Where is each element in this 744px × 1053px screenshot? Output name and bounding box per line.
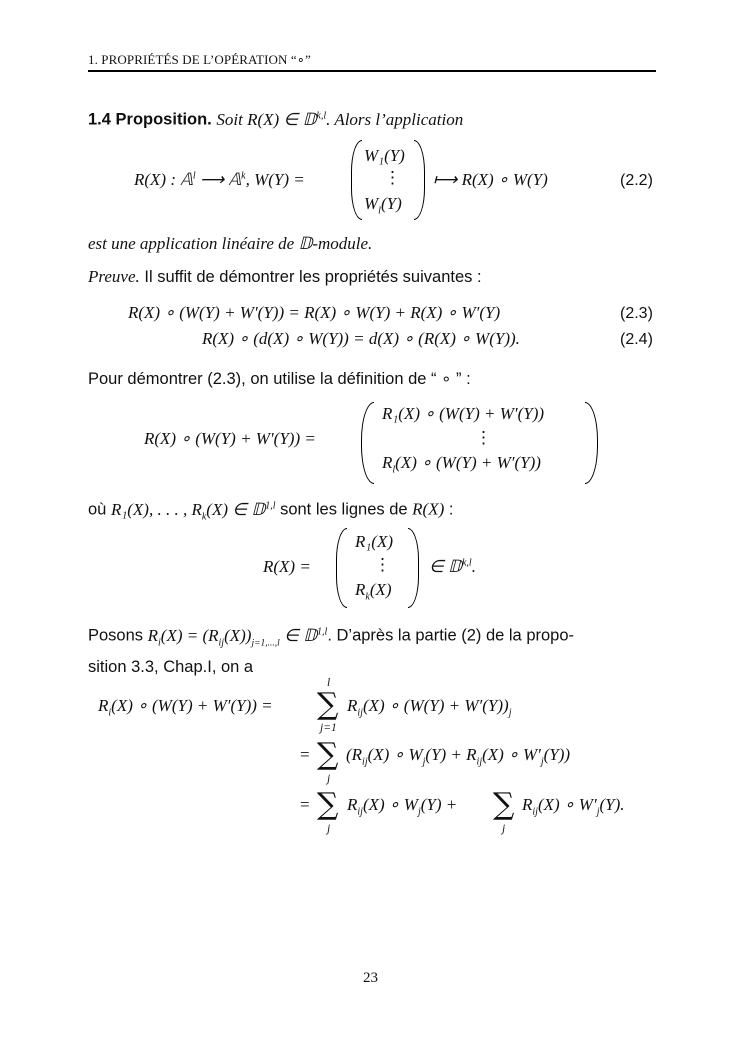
eq22-vec-top: W₁(Y) [364, 146, 405, 165]
eq24-number: (2.4) [620, 331, 653, 348]
sum3a-lower: j [327, 823, 331, 835]
eq22-vec-bottom: $W_l(Y)$ [364, 194, 402, 217]
def-left-paren [361, 402, 374, 484]
header-rule [88, 70, 656, 72]
eq22-left-paren [351, 140, 362, 220]
eq24: R(X) ∘ (d(X) ∘ W(Y)) = d(X) ∘ (R(X) ∘ W(Y)). [202, 329, 520, 348]
rows-sentence: où R₁(X), . . . , $R_k(X)$ ∈ 𝔻$^{1,l}$ sont les lignes de R(X) : [88, 499, 454, 523]
sum3b-lower: j [502, 823, 506, 835]
rx-lhs: R(X) = [263, 557, 311, 576]
proposition-label: 1.4 Proposition. [88, 110, 212, 129]
rx-dots: ⋮ [374, 555, 391, 574]
def-row-1: R₁(X) ∘ (W(Y) + W′(Y)) [382, 404, 545, 423]
eq23: R(X) ∘ (W(Y) + W′(Y)) = R(X) ∘ W(Y) + R(X) ∘ W′(Y) [128, 303, 501, 322]
rx-membership: ∈ 𝔻$^{k,l}$. [429, 557, 476, 576]
def-lhs: R(X) ∘ (W(Y) + W′(Y)) = [144, 429, 316, 448]
page-number: 23 [363, 970, 378, 986]
eq22-number: (2.2) [620, 172, 653, 189]
def-dots: ⋮ [475, 428, 492, 447]
proposition-text: Soit R(X) ∈ 𝔻$^{k,l}$. Alors l’application [216, 109, 464, 129]
def-row-l: $R_l(X)$ ∘ (W(Y) + W′(Y)) [382, 453, 541, 476]
sum1-lower: j=1 [320, 722, 337, 734]
derivation-line1-rhs: $R_{ij}(X)$ ∘ $(W(Y) + W'(Y))_j$ [347, 696, 512, 719]
def-right-paren [585, 402, 598, 484]
rx-left-paren [336, 528, 347, 608]
eq22-image: ⟼ R(X) ∘ W(Y) [433, 170, 548, 189]
eq22-right-paren [414, 140, 425, 220]
sum3a-sign: ∑ [317, 787, 339, 822]
rx-right-paren [408, 528, 419, 608]
eq23-number: (2.3) [620, 305, 653, 322]
sum3b-sign: ∑ [493, 787, 515, 822]
derivation-line3-rhs-b: $R_{ij}(X)$ ∘ $W'_j(Y)$. [522, 795, 625, 818]
sum1-upper: l [327, 677, 331, 689]
derivation-line1-lhs: $R_i(X)$ ∘ (W(Y) + W′(Y)) = [98, 696, 273, 719]
proof-intro: Preuve. Il suffit de démontrer les propriétés suivantes : [88, 267, 482, 286]
derivation-line2-eq: = [300, 745, 310, 764]
sum1-sign: ∑ [317, 687, 339, 722]
sum2-sign: ∑ [317, 737, 339, 772]
derivation-line3-eq: = [300, 795, 310, 814]
derivation-line2-rhs: ($R_{ij}(X)$ ∘ $W_j(Y) + R_{ij}(X)$ ∘ $W'_j(Y)$) [346, 745, 571, 768]
definition-intro: Pour démontrer (2.3), on utilise la définition de “ ∘ ” : [88, 370, 471, 388]
rx-row-1: R₁(X) [355, 532, 394, 551]
eq22-vec-dots: ⋮ [384, 168, 401, 187]
posons-paragraph: Posons $R_i(X) = (R_{ij}(X))_{j=1,...,l}$ ∈ 𝔻$^{1,l}$. D’après la partie (2) de la propo- sition 3.3, Chap.I, on a [88, 625, 575, 677]
eq22-lhs: R(X) : 𝔸$^l$ ⟶ 𝔸$^k$, W(Y) = [134, 170, 305, 189]
sum2-lower: j [327, 773, 331, 785]
running-head: 1. PROPRIÉTÉS DE L’OPÉRATION “∘” [88, 52, 311, 67]
derivation-line3-rhs-a: $R_{ij}(X)$ ∘ $W_j(Y)$ + [347, 795, 458, 818]
proposition-conclusion: est une application linéaire de 𝔻-module. [88, 234, 373, 253]
rx-row-k: $R_k(X)$ [355, 580, 392, 603]
proof-label: Preuve. [88, 267, 140, 286]
proposition-statement [88, 104, 656, 132]
